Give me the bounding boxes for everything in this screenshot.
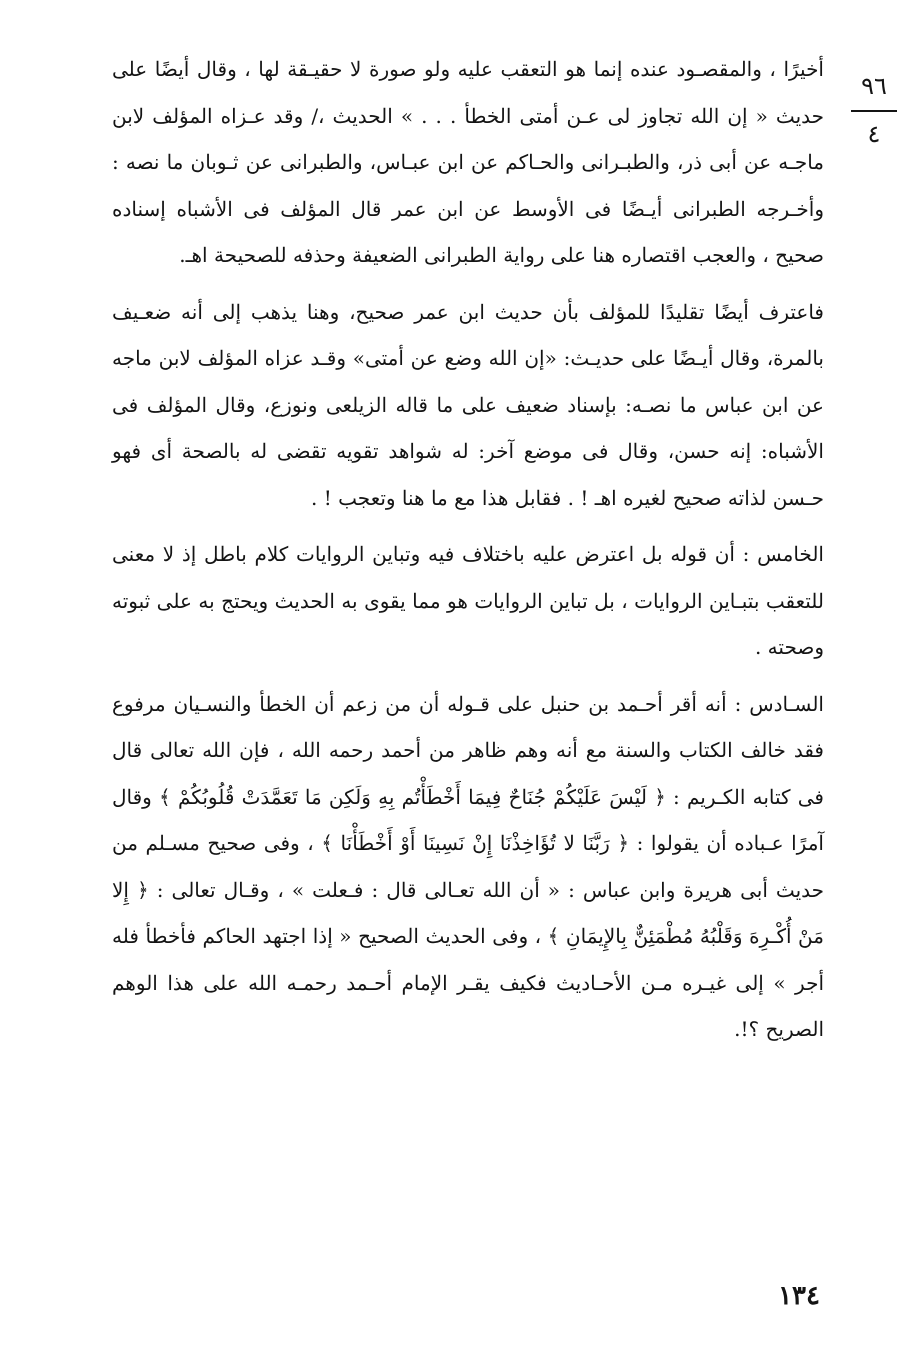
margin-reference-rule (851, 110, 897, 112)
paragraph-2: فاعترف أيضًا تقليدًا للمؤلف بأن حديث ابن عمر صحيح، وهنا يذهب إلى أنه ضعـيف بالمرة، وقال أيـضًا على حديـث: «إن الله وضع عن أمتى» وقـد عزاه المؤلف لابن ماجه عن ابن عباس ما نصـه: بإسناد ضعيف على ما قاله الزيلعى ونوزع، وقال المؤلف فى الأشباه: إنه حسن، وقال فى موضع آخر: له شواهد تقويه تقضى له بالصحة أى فهو حـسن لذاته صحيح لغيره اهـ ! . فقابل هذا مع ما هنا وتعجب ! . (112, 299, 824, 510)
margin-reference-top: ٩٦ (861, 72, 887, 100)
margin-page-reference (842, 72, 906, 148)
margin-reference-bottom: ٤ (867, 120, 881, 148)
page-number: ١٣٤ (778, 1281, 820, 1311)
paragraph-3: الخامس : أن قوله بل اعترض عليه باختلاف فيه وتباين الروايات كلام باطل إذ لا معنى للتعقب بتبـاين الروايات ، بل تباين الروايات هو مما يقوى به الحديث ويحتج به على ثبوته وصحته . (112, 542, 824, 659)
paragraph-4: السـادس : أنه أقر أحـمد بن حنبل على قـوله أن من زعم أن الخطأ والنسـيان مرفوع فقد خالف الكتاب والسنة مع أنه وهم ظاهر من أحمد رحمه الله ، فإن الله تعالى قال فى كتابه الكـريم : ﴿ لَيْسَ عَلَيْكُمْ جُنَاحٌ فِيمَا أَخْطَأْتُم بِهِ وَلَكِن مَا تَعَمَّدَتْ قُلُوبُكُمْ ﴾ وقال آمرًا عـباده أن يقولوا : ﴿ رَبَّنَا لا تُؤَاخِذْنَا إِنْ نَسِينَا أَوْ أَخْطَأْنَا ﴾ ، وفى صحيح مسـلم من حديث أبى هريرة وابن عباس : « أن الله تعـالى قال : فـعلت » ، وقـال تعالى : ﴿ إِلا مَنْ أُكْـرِهَ وَقَلْبُهُ مُطْمَئِنٌّ بِالإِيمَانِ ﴾ ، وفى الحديث الصحيح « إذا اجتهد الحاكم فأخطأ فله أجر » إلى غيـره مـن الأحـاديث فكيف يقـر الإمام أحـمد رحمـه الله على هذا الوهم الصريح ؟!. (112, 691, 824, 1041)
paragraph-1: أخيرًا ، والمقصـود عنده إنما هو التعقب عليه ولو صورة لا حقيـقة لها ، وقال أيضًا على حديث « إن الله تجاوز لى عـن أمتى الخطأ . . . » الحديث ،/ وقد عـزاه المؤلف لابن ماجـه عن أبى ذر، والطبـرانى والحـاكم عن ابن عبـاس، والطبرانى عن ثـوبان ما نصه : وأخـرجه الطبرانى أيـضًا فى الأوسط عن ابن عمر قال المؤلف فى الأشباه إسناده صحيح ، والعجب اقتصاره هنا على رواية الطبرانى الضعيفة وحذفه للصحيحة اهـ. (112, 57, 825, 267)
body-text (112, 46, 824, 1053)
